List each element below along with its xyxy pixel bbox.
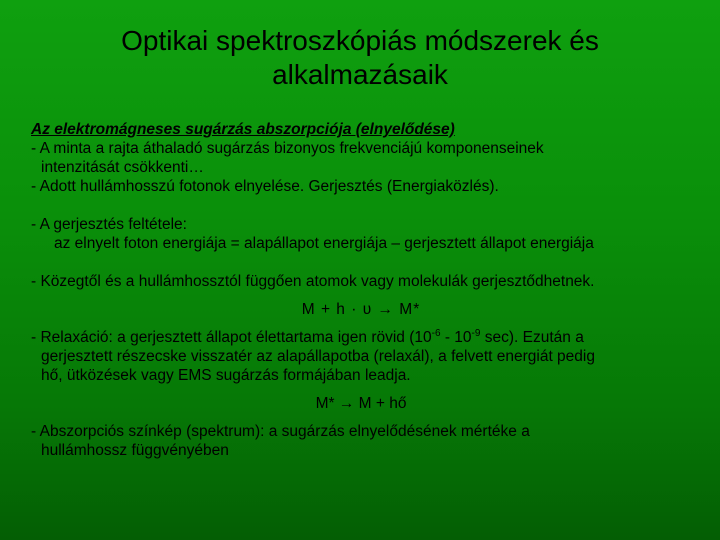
paragraph-1-line-2: intenzitását csökkenti…: [41, 159, 204, 176]
paragraph-3-line-1: - A gerjesztés feltétele:: [31, 216, 187, 233]
p5-exponent-1: -6: [431, 328, 441, 339]
paragraph-5-line-1: [31, 328, 691, 347]
slide-body: [31, 120, 691, 460]
paragraph-6-line-1: - Abszorpciós színkép (spektrum): a sugárzás elnyelődésének mértéke a: [31, 423, 530, 440]
paragraph-3-line-2: az elnyelt foton energiája = alapállapot energiája – gerjesztett állapot energiája: [54, 235, 594, 252]
formula-excitation: M + h · υ → M*: [301, 301, 421, 318]
paragraph-5-line-3: hő, ütközések vagy EMS sugárzás formájában leadja.: [41, 367, 411, 384]
p5-exponent-2: -9: [471, 328, 481, 339]
p5-text-1: - Relaxáció: a gerjesztett állapot élettartama igen rövid (10: [31, 329, 432, 346]
title-line-1: Optikai spektroszkópiás módszerek és: [121, 25, 599, 56]
p5-text-2: - 10: [440, 329, 472, 346]
paragraph-5-line-2: gerjesztett részecske visszatér az alapállapotba (relaxál), a felvett energiát pedig: [41, 348, 595, 365]
formula-relaxation: M* → M + hő: [315, 395, 407, 412]
p5-text-3: sec). Ezután a: [480, 329, 584, 346]
title-line-2: alkalmazásaik: [272, 59, 448, 90]
paragraph-4: - Közegtől és a hullámhossztól függően atomok vagy molekulák gerjesztődhetnek.: [31, 273, 595, 290]
section-heading: Az elektromágneses sugárzás abszorpciója (elnyelődése): [31, 121, 455, 138]
slide-title: [0, 24, 720, 92]
paragraph-1-line-1: - A minta a rajta áthaladó sugárzás bizonyos frekvenciájú komponenseinek: [31, 140, 544, 157]
paragraph-2: - Adott hullámhosszú fotonok elnyelése. Gerjesztés (Energiaközlés).: [31, 178, 499, 195]
paragraph-6-line-2: hullámhossz függvényében: [41, 442, 229, 459]
